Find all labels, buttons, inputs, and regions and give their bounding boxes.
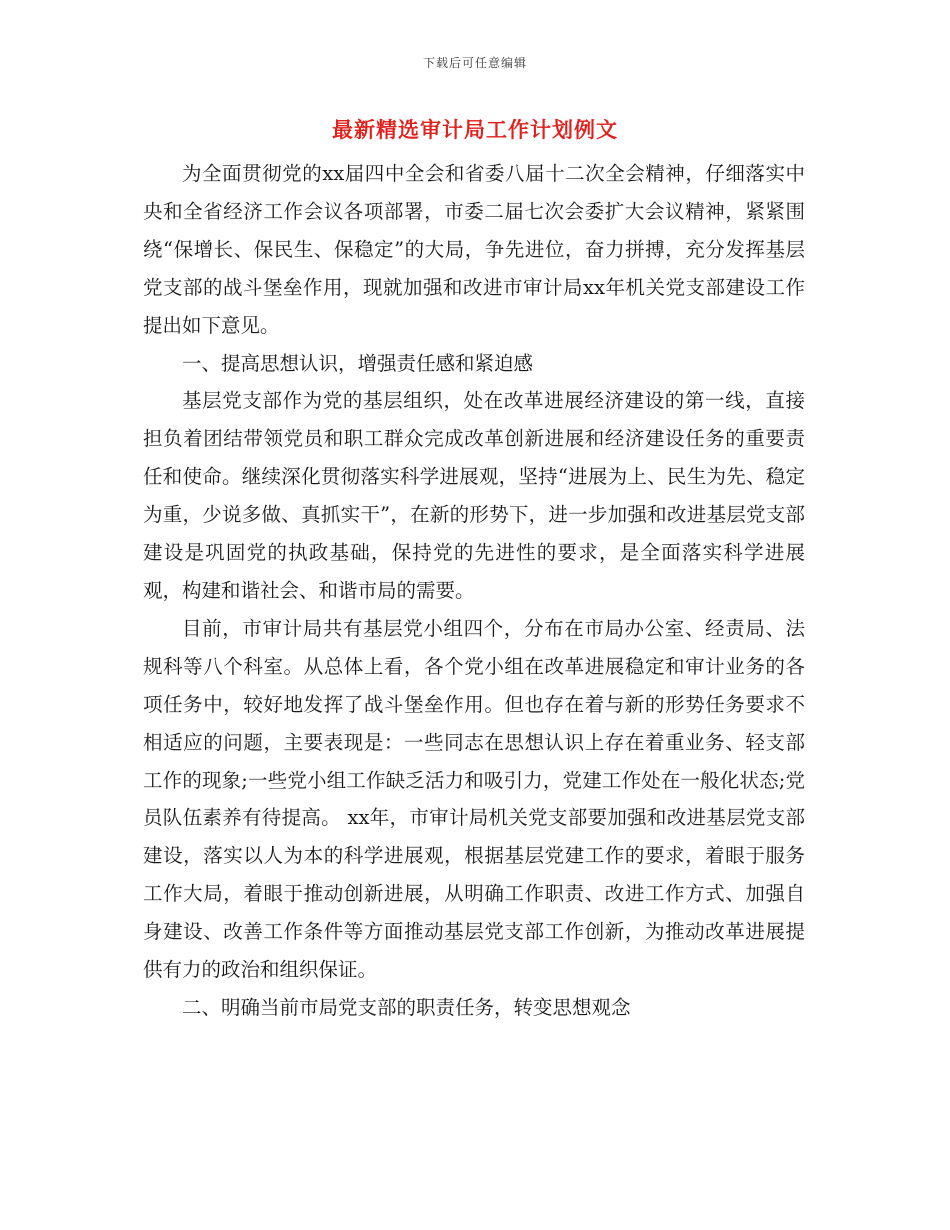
section-heading-1: 一、提高思想认识，增强责任感和紧迫感 [182, 351, 534, 375]
paragraph-current-status: 目前，市审计局共有基层党小组四个，分布在市局办公室、经责局、法规科等八个科室。从总体上看，各个党小组在改革进展稳定和审计业务的各项任务中，较好地发挥了战斗堡垒作用。但也存在着与新的形势任务要求不相适应的问题，主要表现是：一些同志在思想认识上存在着重业务、轻支部工作的现象;一些党小组工作缺乏活力和吸引力，党建工作处在一般化状态;党员队伍素养有待提高。 xx年，市审计局机关党支部要加强和改进基层党支部建设，落实以人为本的科学进展观，根据基层党建工作的要求，着眼于服务工作大局，着眼于推动创新进展，从明确工作职责、改进工作方式、加强自身建设、改善工作条件等方面推动基层党支部工作创新，为推动改革进展提供有力的政治和组织保证。 [143, 616, 805, 982]
paragraph-section-1: 基层党支部作为党的基层组织，处在改革进展经济建设的第一线，直接担负着团结带领党员和职工群众完成改革创新进展和经济建设任务的重要责任和使命。继续深化贯彻落实科学进展观，坚持“进展为上、民生为先、稳定为重，少说多做、真抓实干”，在新的形势下，进一步加强和改进基层党支部建设是巩固党的执政基础，保持党的先进性的要求，是全面落实科学进展观，构建和谐社会、和谐市局的需要。 [143, 389, 805, 602]
document-title: 最新精选审计局工作计划例文 [332, 117, 618, 142]
document-body [143, 155, 805, 1027]
section-heading-2: 二、明确当前市局党支部的职责任务，转变思想观念 [182, 995, 631, 1019]
header-note: 下载后可任意编辑 [422, 56, 527, 70]
paragraph-intro: 为全面贯彻党的xx届四中全会和省委八届十二次全会精神，仔细落实中央和全省经济工作会议各项部署，市委二届七次会委扩大会议精神，紧紧围绕“保增长、保民生、保稳定”的大局，争先进位，奋力拼搏，充分发挥基层党支部的战斗堡垒作用，现就加强和改进市审计局xx年机关党支部建设工作提出如下意见。 [143, 162, 805, 337]
